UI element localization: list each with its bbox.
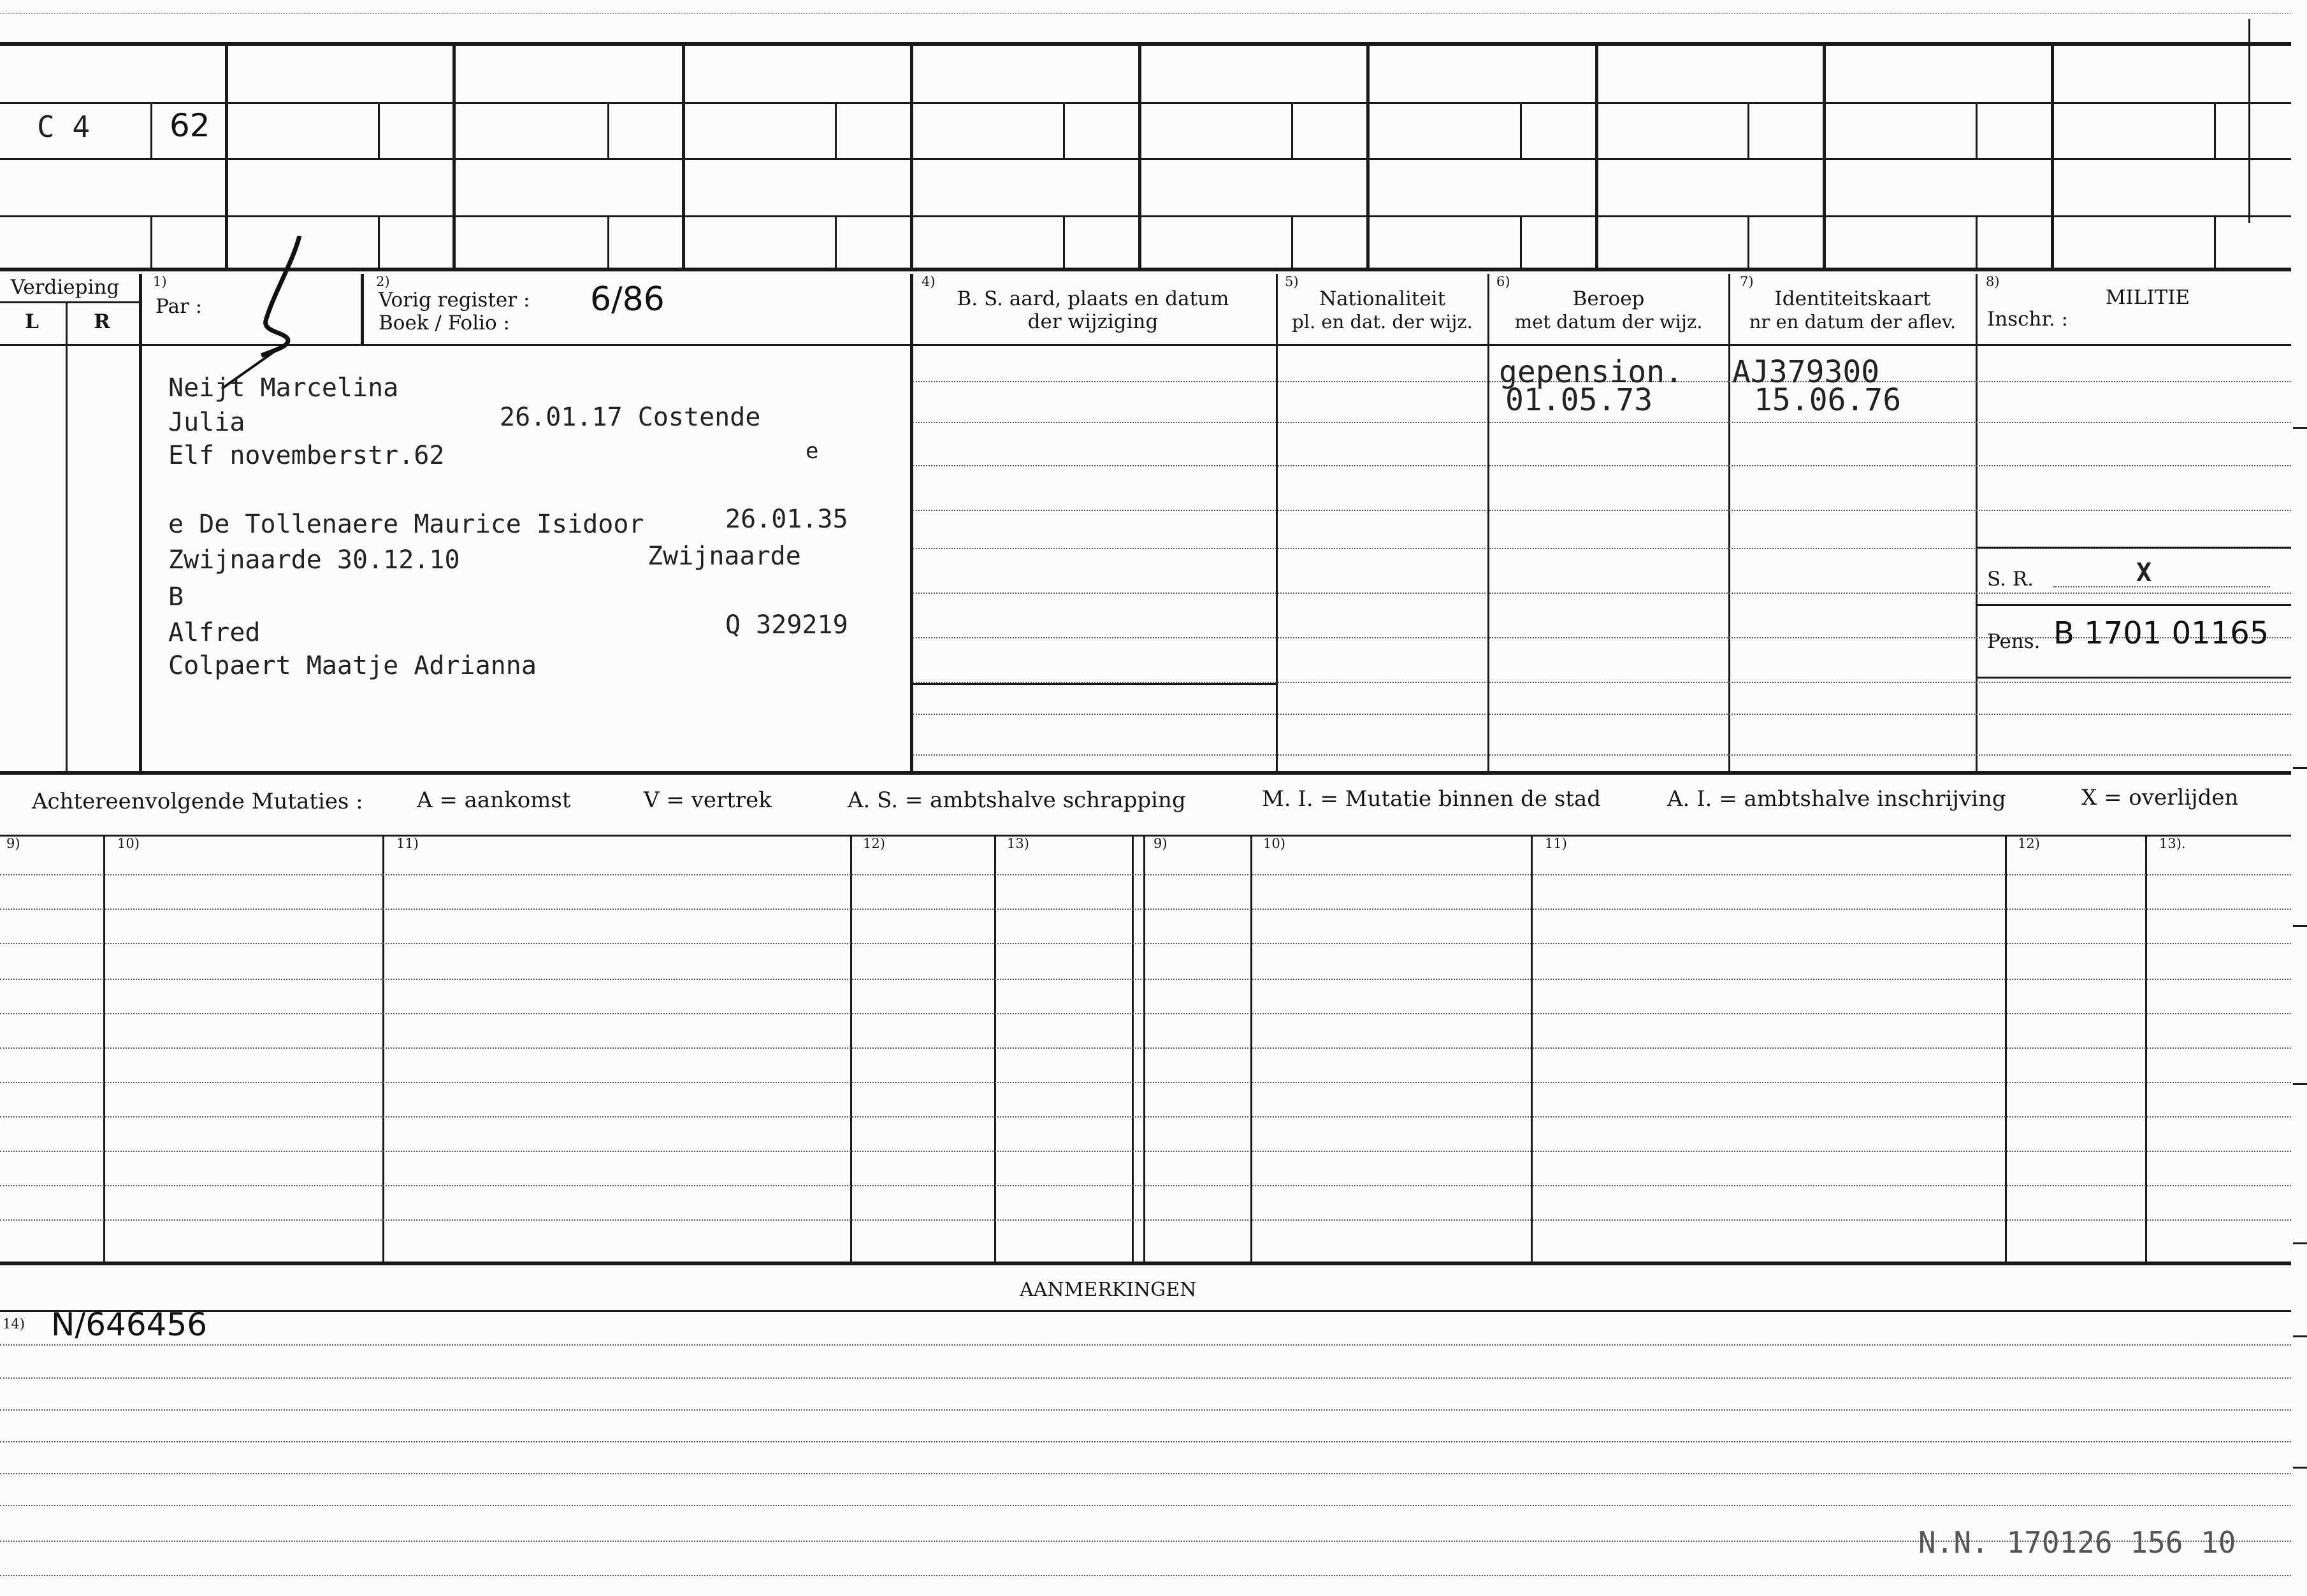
nat-header-2: pl. en dat. der wijz.: [1292, 311, 1473, 333]
vorig-num: 2): [376, 274, 390, 289]
remarks-num: 14): [3, 1316, 25, 1332]
nat-header-1: Nationaliteit: [1319, 287, 1446, 310]
id-card-number: AJ379300: [1732, 354, 1880, 390]
spouse-date: 26.01.35: [725, 505, 848, 534]
mil-num: 8): [1986, 274, 2000, 289]
spouse-code: Q 329219: [725, 610, 848, 640]
legend-a: A = aankomst: [417, 787, 571, 813]
mut-col-11: 11): [396, 836, 419, 851]
block-code: C 4: [37, 110, 90, 144]
spouse-name: e De Tollenaere Maurice Isidoor: [168, 510, 644, 539]
militie-sr-label: S. R.: [1987, 568, 2034, 591]
vorig-register-value: 6/86: [590, 280, 665, 319]
nat-num: 5): [1285, 274, 1299, 289]
bs-header-1: B. S. aard, plaats en datum: [957, 287, 1229, 310]
beroep-num: 6): [1496, 274, 1510, 289]
beroep-header-2: met datum der wijz.: [1514, 311, 1703, 333]
legend-ai: A. I. = ambtshalve inschrijving: [1667, 786, 2006, 812]
bs-header-2: der wijziging: [1027, 310, 1159, 333]
militie-inschr-label: Inschr. :: [1987, 308, 2069, 331]
beroep-value: gepension.: [1499, 354, 1683, 390]
militie-header: MILITIE: [2105, 286, 2190, 309]
floor-l-label: L: [25, 310, 39, 333]
bs-num: 4): [922, 274, 936, 289]
beroep-date: 01.05.73: [1505, 382, 1653, 418]
legend-v: V = vertrek: [644, 787, 772, 813]
spouse-father: Alfred: [168, 618, 261, 647]
person-first-name: Julia: [168, 408, 245, 437]
legend-title: Achtereenvolgende Mutaties :: [32, 789, 363, 814]
legend-x: X = overlijden: [2081, 785, 2239, 810]
person-mark: e: [806, 438, 819, 464]
national-number: N.N. 170126 156 10: [1918, 1525, 2236, 1560]
militie-pens-label: Pens.: [1987, 630, 2041, 653]
spouse-place: Zwijnaarde: [647, 542, 801, 571]
mut-col-13: 13): [1007, 836, 1029, 851]
id-header-2: nr en datum der aflev.: [1749, 311, 1956, 333]
id-card-date: 15.06.76: [1754, 382, 1902, 418]
legend-mi: M. I. = Mutatie binnen de stad: [1262, 786, 1601, 812]
mut-col-10b: 10): [1263, 836, 1285, 851]
mut-col-11b: 11): [1545, 836, 1567, 851]
spouse-mother: Colpaert Maatje Adrianna: [168, 651, 537, 680]
person-address: Elf novemberstr.62: [168, 441, 445, 470]
person-birth: 26.01.17 Costende: [500, 403, 761, 432]
boek-folio-label: Boek / Folio :: [379, 312, 510, 334]
vorig-register-label: Vorig register :: [379, 289, 530, 312]
nationality-code: B: [168, 582, 184, 612]
mut-col-9b: 9): [1154, 836, 1168, 851]
verdieping-label: Verdieping: [10, 276, 120, 299]
par-num: 1): [153, 274, 167, 289]
mut-col-12: 12): [863, 836, 885, 851]
militie-pens-value: B 1701 01165: [2053, 615, 2269, 651]
spouse-birth: Zwijnaarde 30.12.10: [168, 545, 460, 575]
id-num: 7): [1740, 274, 1754, 289]
remarks-title: AANMERKINGEN: [1020, 1279, 1197, 1301]
militie-sr-value: X: [2136, 558, 2152, 587]
id-header-1: Identiteitskaart: [1774, 287, 1931, 310]
remarks-value: N/646456: [51, 1306, 208, 1343]
mut-col-12b: 12): [2018, 836, 2040, 851]
house-number: 62: [170, 107, 210, 144]
mut-col-13b: 13).: [2159, 836, 2186, 851]
beroep-header-1: Beroep: [1572, 287, 1645, 310]
mut-col-10: 10): [117, 836, 140, 851]
legend-as: A. S. = ambtshalve schrapping: [848, 787, 1186, 813]
person-name: Neijt Marcelina: [168, 373, 399, 403]
mut-col-9: 9): [6, 836, 20, 851]
floor-r-label: R: [94, 310, 110, 333]
par-label: Par :: [155, 295, 203, 318]
